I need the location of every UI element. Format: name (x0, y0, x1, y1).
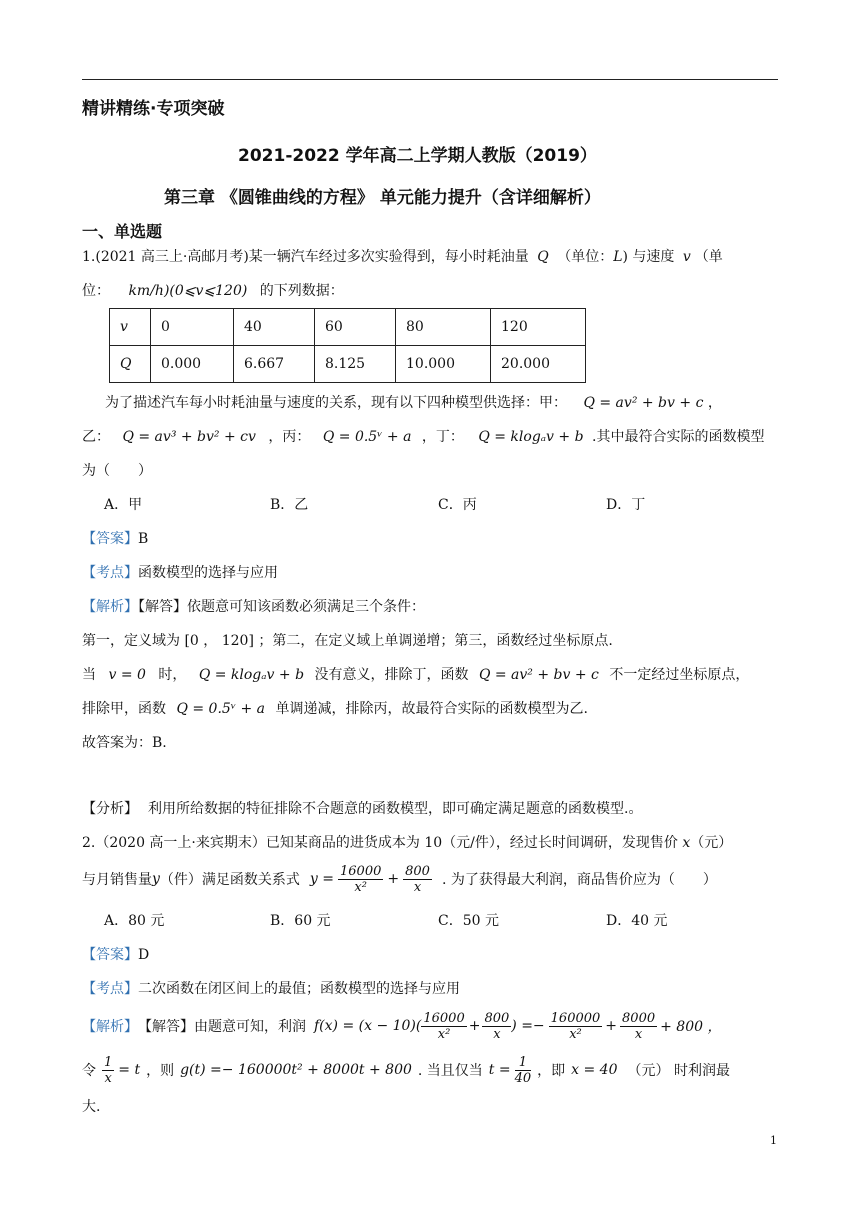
sol-math: ) =− (511, 1018, 545, 1034)
sol-math: f(x) = (x − 10)( (314, 1018, 422, 1034)
section-heading: 一、单选题 (82, 222, 163, 241)
q1-solution-line4 (82, 698, 588, 718)
knowledge-point-tag: 【考点】 (82, 981, 138, 997)
q1-option-c: C．丙 (438, 497, 477, 513)
q1-models-line1 (105, 392, 722, 412)
document-title-line2: 第三章 《圆锥曲线的方程》 单元能力提升（含详细解析） (164, 188, 601, 208)
q1-solution-line5: 故答案为：B. (82, 735, 167, 751)
q1-unit-label: （单位： (557, 249, 614, 265)
q2-stem-line2: 与月销售量 y （件）满足函数关系式 y = $\frac{16000}{\text{x²}}$ + $\frac{800}{x}$ . 为了获得最大利润，商品售价应为（ ） (82, 863, 717, 895)
q1-models-line3: 为（ ） (82, 463, 152, 479)
q1-knowledge-point (82, 562, 278, 582)
knowledge-point-tag: 【考点】 (82, 565, 138, 581)
q1-var-v: v (682, 249, 691, 265)
q2-solution-line3: 大. (82, 1099, 101, 1115)
fraction: $\frac{800}{x}$ (484, 1010, 510, 1042)
fraction: $\frac{1}{x}$ (104, 1054, 113, 1086)
sol-math: x = 40 (571, 1062, 618, 1078)
answer-tag: 【答案】 (82, 947, 138, 963)
q1-stem-prefix: 1.(2021 高三上·高邮月考)某一辆汽车经过多次实验得到，每小时耗油量 (82, 249, 529, 265)
sol-math: Q = klogₐv + b (198, 667, 305, 683)
document-title-line1: 2021-2022 学年高二上学期人教版（2019） (238, 146, 597, 166)
q1-solution-line2: 第一，定义域为 [0 ， 120] ；第二，在定义域上单调递增；第三，函数经过坐标原点. (82, 633, 613, 649)
q1-answer (82, 528, 148, 548)
q2-option-b: B．60 元 (270, 913, 331, 929)
q2-solution-line2 (82, 1049, 730, 1091)
q1-model-ding: Q = klogₐv + b (478, 429, 584, 445)
analysis-text: 利用所给数据的特征排除不合题意的函数模型，即可确定满足题意的函数模型.。 (148, 801, 643, 817)
brand-title: 精讲精练·专项突破 (82, 99, 225, 119)
q2-formula-y: y = (309, 871, 335, 887)
sol-text: 不一定经过坐标原点， (609, 667, 750, 683)
table-cell: 60 (315, 309, 396, 346)
q1-model-bing: Q = 0.5ᵛ + a (322, 429, 412, 445)
q1-model-jia: Q = av² + bv + c (583, 395, 704, 411)
q2-knowledge-point (82, 978, 460, 998)
table-cell: 120 (491, 309, 586, 346)
solution-text: 【解答】由题意可知，利润 (138, 1019, 306, 1035)
q1-line2-end: 的下列数据： (259, 283, 344, 299)
sol-text: 令 (82, 1063, 96, 1079)
q1-ding-label: ，丁： (421, 429, 464, 445)
q1-var-Q: Q (537, 249, 549, 265)
q2-solution-line1: 【解析】 【解答】由题意可知，利润 f(x) = (x − 10)( $\frac{16000}{\text{x²}}$ + $\frac{800}{x}$ ) =− $\frac{160000}{\text{x²}}$ + $\frac{8000}{x}$ + 800 ， (82, 1010, 722, 1042)
sol-math: Q = av² + bv + c (478, 667, 599, 683)
sol-text: ，即 (537, 1063, 566, 1079)
q2-text: 与月销售量 (82, 872, 152, 888)
table-cell: 10.000 (396, 346, 491, 383)
q1-yi-label: 乙： (82, 429, 110, 445)
fraction: $\frac{160000}{\text{x²}}$ (550, 1010, 601, 1042)
q2-text: . 为了获得最大利润，商品售价应为（ ） (441, 872, 717, 888)
q1-option-d: D．丁 (606, 497, 646, 513)
q1-bing-label: ，丙： (268, 429, 311, 445)
table-cell: 0.000 (151, 346, 234, 383)
q1-speed-range: km/h)(0⩽v⩽120) (128, 283, 248, 299)
q1-stem-line1 (82, 246, 723, 266)
q2-option-d: D．40 元 (606, 913, 668, 929)
table-cell: 0 (151, 309, 234, 346)
sol-math: v = 0 (108, 667, 146, 683)
q2-answer (82, 944, 149, 964)
table-row-label: v (110, 309, 151, 346)
q1-models-line2 (82, 426, 764, 446)
q1-models-intro: 为了描述汽车每小时耗油量与速度的关系，现有以下四种模型供选择：甲： (105, 395, 567, 411)
q1-solution-line1 (82, 596, 425, 616)
sol-math: Q = 0.5ᵛ + a (176, 701, 266, 717)
q2-option-c: C．50 元 (438, 913, 499, 929)
q2-option-a: A．80 元 (104, 913, 165, 929)
fraction: $\frac{1}{40}$ (514, 1054, 532, 1086)
q2-var-y: y (152, 871, 160, 887)
knowledge-point-text: 函数模型的选择与应用 (138, 565, 278, 581)
table-cell: 6.667 (234, 346, 315, 383)
q1-line2-prefix: 位： (82, 283, 110, 299)
answer-value: D (138, 947, 150, 963)
q1-option-a: A．甲 (104, 497, 143, 513)
sol-text: 时， (158, 667, 187, 683)
sol-text: 排除甲，函数 (82, 701, 166, 717)
q2-var-x: x (682, 835, 691, 851)
table-row (110, 309, 586, 346)
q2-stem-line1 (82, 832, 732, 852)
table-row-label: Q (110, 346, 151, 383)
fraction: $\frac{16000}{\text{x²}}$ (423, 1010, 465, 1042)
q1-solution-line3 (82, 664, 749, 684)
sol-math: + 800 ， (660, 1019, 722, 1035)
sol-text: ，则 (146, 1063, 175, 1079)
sol-text: . 当且仅当 (417, 1063, 483, 1079)
q2-text: （件）满足函数关系式 (159, 872, 300, 888)
q1-models-comma: ， (707, 395, 722, 411)
fraction: $\frac{800}{x}$ (405, 863, 430, 895)
sol-math: = t (118, 1062, 141, 1078)
answer-tag: 【答案】 (82, 531, 138, 547)
solution-text: 【解答】依题意可知该函数必须满足三个条件： (138, 599, 425, 615)
table-row (110, 346, 586, 383)
knowledge-point-text: 二次函数在闭区间上的最值；函数模型的选择与应用 (138, 981, 460, 997)
analysis-tag: 【分析】 (82, 801, 138, 817)
solution-tag: 【解析】 (82, 1019, 138, 1035)
sol-text: （元） 时利润最 (627, 1063, 730, 1079)
sol-text: 当 (82, 667, 96, 683)
answer-value: B (138, 531, 149, 547)
table-cell: 40 (234, 309, 315, 346)
q1-analysis (82, 798, 642, 818)
table-cell: 20.000 (491, 346, 586, 383)
q1-speed-label: ) 与速度 (622, 249, 675, 265)
q1-option-b: B．乙 (270, 497, 309, 513)
q1-model-yi: Q = av³ + bv² + cv (122, 429, 256, 445)
sol-text: 单调递减，排除丙，故最符合实际的函数模型为乙. (275, 701, 588, 717)
q1-data-table (109, 308, 586, 383)
q2-stem-end: （元） (690, 835, 733, 851)
fraction: $\frac{16000}{\text{x²}}$ (340, 863, 382, 895)
sol-math: g(t) =− 160000t² + 8000t + 800 (180, 1062, 412, 1078)
sol-text: 没有意义，排除丁，函数 (314, 667, 469, 683)
fraction: $\frac{8000}{x}$ (622, 1010, 656, 1042)
q1-stem-line2 (82, 280, 344, 300)
q2-stem-text: 2.（2020 高一上·来宾期末）已知某商品的进货成本为 10（元/件），经过长时间调研，发现售价 (82, 835, 678, 851)
sol-math: t = (488, 1062, 511, 1078)
solution-tag: 【解析】 (82, 599, 138, 615)
table-cell: 8.125 (315, 346, 396, 383)
q1-unit-L: L (613, 249, 623, 265)
page-number: 1 (770, 1134, 777, 1147)
q1-models-end: .其中最符合实际的函数模型 (592, 429, 765, 445)
table-cell: 80 (396, 309, 491, 346)
q1-unit-end: （单 (694, 249, 723, 265)
header-rule (82, 79, 778, 80)
